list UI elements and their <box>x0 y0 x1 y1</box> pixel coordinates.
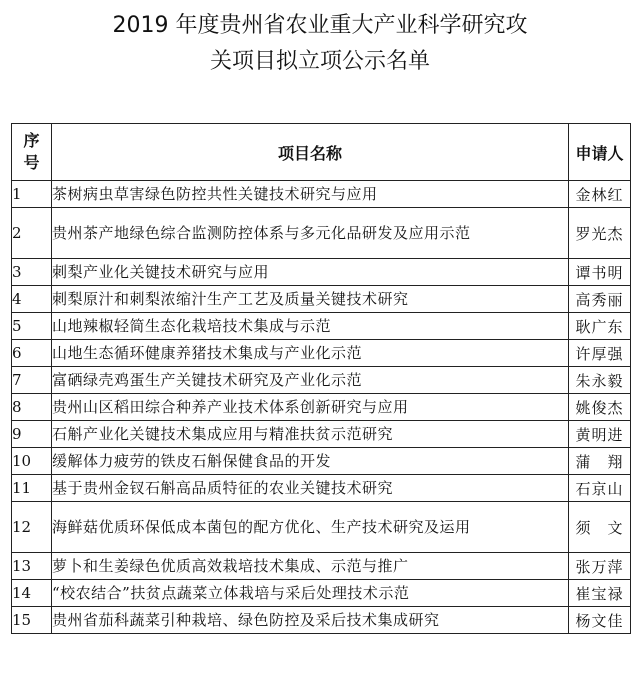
project-name: 石斛产业化关键技术集成应用与精准扶贫示范研究 <box>52 421 569 448</box>
column-header-name: 项目名称 <box>52 124 569 181</box>
table-header-row <box>12 124 631 181</box>
project-name: 缓解体力疲劳的铁皮石斛保健食品的开发 <box>52 448 569 475</box>
applicant-name: 张万萍 <box>569 553 631 580</box>
project-name: 萝卜和生姜绿色优质高效栽培技术集成、示范与推广 <box>52 553 569 580</box>
table-row <box>12 367 631 394</box>
row-number: 5 <box>12 313 52 340</box>
project-name: 贵州茶产地绿色综合监测防控体系与多元化品研发及应用示范 <box>52 208 569 259</box>
row-number: 4 <box>12 286 52 313</box>
column-header-seq <box>12 124 52 181</box>
row-number: 12 <box>12 502 52 553</box>
project-name: 基于贵州金钗石斛高品质特征的农业关键技术研究 <box>52 475 569 502</box>
applicant-name: 蒲 翔 <box>569 448 631 475</box>
column-header-seq-line-2: 号 <box>23 153 40 172</box>
project-table <box>11 123 631 634</box>
applicant-name: 黄明进 <box>569 421 631 448</box>
table-row <box>12 340 631 367</box>
applicant-name: 朱永毅 <box>569 367 631 394</box>
project-name: 茶树病虫草害绿色防控共性关键技术研究与应用 <box>52 181 569 208</box>
title-line-1: 2019 年度贵州省农业重大产业科学研究攻 <box>112 13 528 38</box>
applicant-name: 杨文佳 <box>569 607 631 634</box>
project-name: “校农结合”扶贫点蔬菜立体栽培与采后处理技术示范 <box>52 580 569 607</box>
row-number: 15 <box>12 607 52 634</box>
applicant-name: 罗光杰 <box>569 208 631 259</box>
project-name: 刺梨产业化关键技术研究与应用 <box>52 259 569 286</box>
table-row <box>12 580 631 607</box>
applicant-name: 许厚强 <box>569 340 631 367</box>
column-header-applicant: 申请人 <box>569 124 631 181</box>
table-row <box>12 421 631 448</box>
applicant-name: 石京山 <box>569 475 631 502</box>
row-number: 10 <box>12 448 52 475</box>
table-row <box>12 553 631 580</box>
table-row <box>12 208 631 259</box>
row-number: 3 <box>12 259 52 286</box>
applicant-name: 谭书明 <box>569 259 631 286</box>
applicant-name: 姚俊杰 <box>569 394 631 421</box>
applicant-name: 高秀丽 <box>569 286 631 313</box>
applicant-name: 须 文 <box>569 502 631 553</box>
document-title <box>0 8 640 80</box>
row-number: 14 <box>12 580 52 607</box>
table-row <box>12 448 631 475</box>
row-number: 9 <box>12 421 52 448</box>
applicant-name: 金林红 <box>569 181 631 208</box>
row-number: 11 <box>12 475 52 502</box>
table-row <box>12 607 631 634</box>
row-number: 8 <box>12 394 52 421</box>
row-number: 2 <box>12 208 52 259</box>
table-row <box>12 502 631 553</box>
project-name: 山地辣椒轻简生态化栽培技术集成与示范 <box>52 313 569 340</box>
table-row <box>12 181 631 208</box>
applicant-name: 耿广东 <box>569 313 631 340</box>
project-name: 海鲜菇优质环保低成本菌包的配方优化、生产技术研究及运用 <box>52 502 569 553</box>
project-name: 山地生态循环健康养猪技术集成与产业化示范 <box>52 340 569 367</box>
project-name: 刺梨原汁和刺梨浓缩汁生产工艺及质量关键技术研究 <box>52 286 569 313</box>
project-name: 贵州山区稻田综合种养产业技术体系创新研究与应用 <box>52 394 569 421</box>
project-name: 富硒绿壳鸡蛋生产关键技术研究及产业化示范 <box>52 367 569 394</box>
project-name: 贵州省茄科蔬菜引种栽培、绿色防控及采后技术集成研究 <box>52 607 569 634</box>
title-line-2: 关项目拟立项公示名单 <box>209 49 430 74</box>
applicant-name: 崔宝禄 <box>569 580 631 607</box>
row-number: 13 <box>12 553 52 580</box>
table-row <box>12 313 631 340</box>
column-header-seq-line-1: 序 <box>23 131 40 150</box>
row-number: 1 <box>12 181 52 208</box>
table-row <box>12 286 631 313</box>
table-row <box>12 475 631 502</box>
row-number: 7 <box>12 367 52 394</box>
row-number: 6 <box>12 340 52 367</box>
table-row <box>12 394 631 421</box>
table-row <box>12 259 631 286</box>
